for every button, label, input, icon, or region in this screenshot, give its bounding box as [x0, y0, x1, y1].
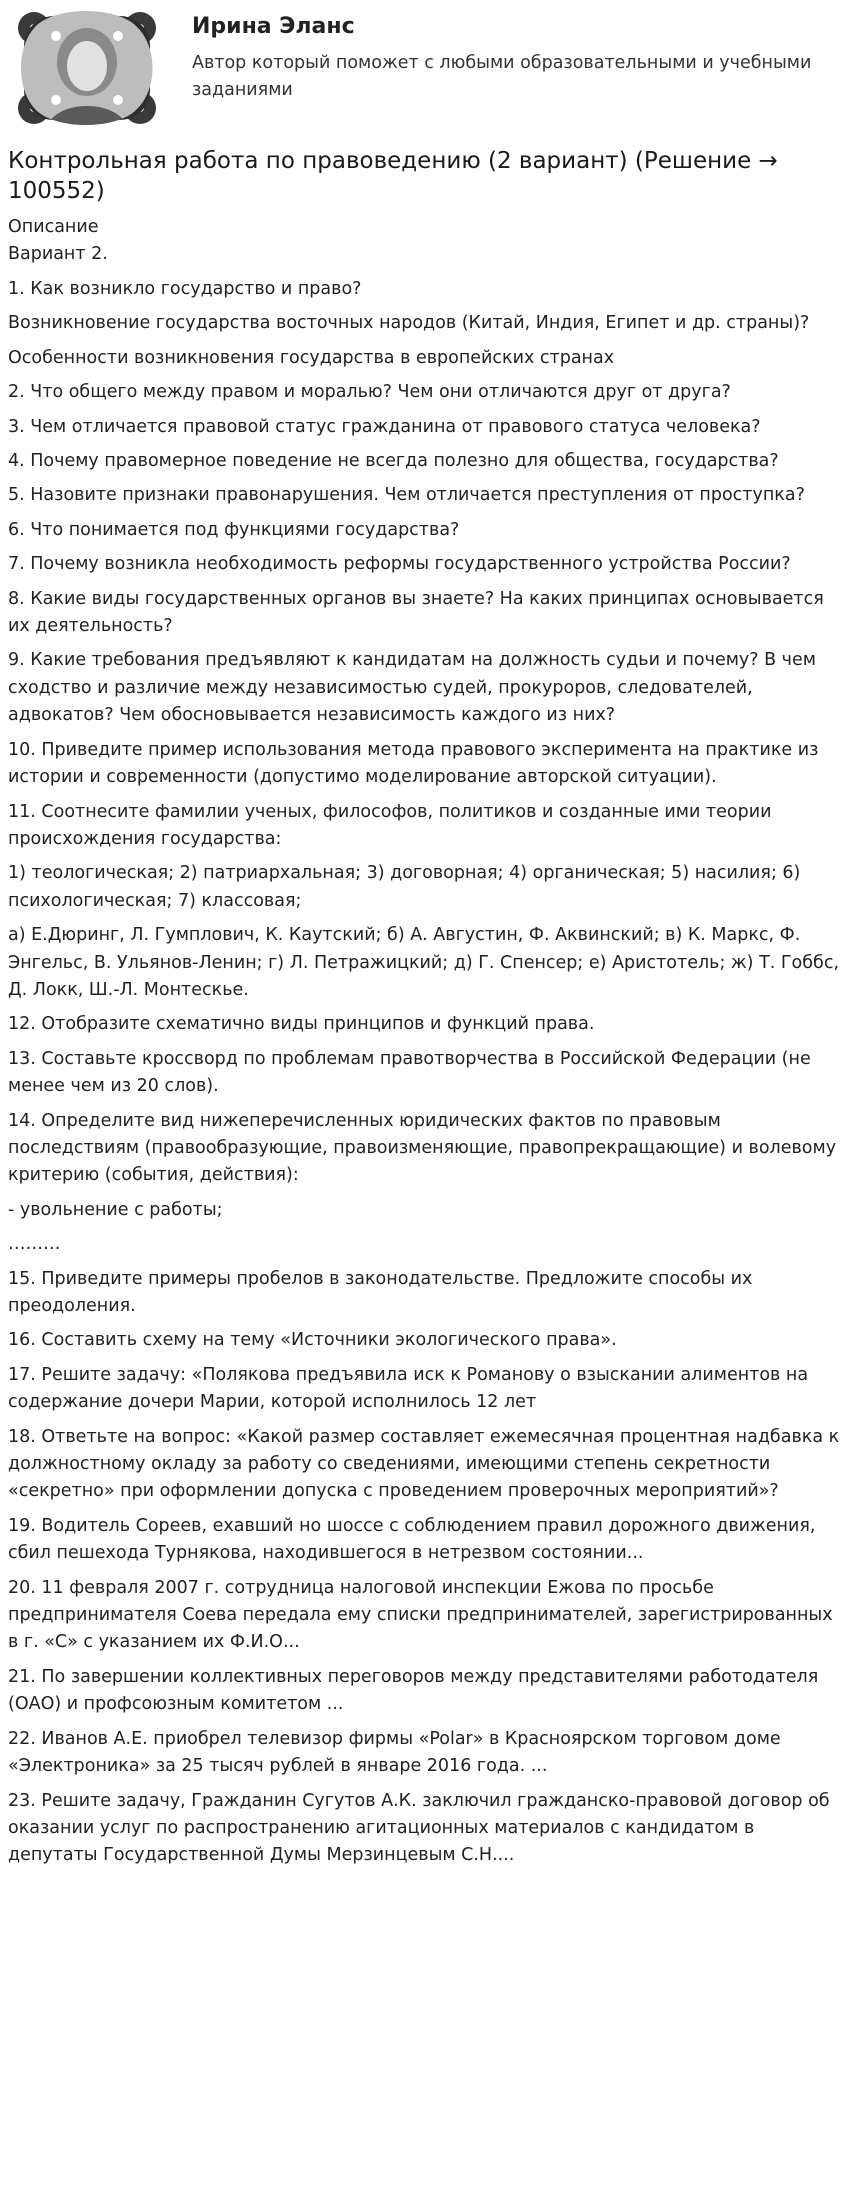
question-item: 5. Назовите признаки правонарушения. Чем отличается преступления от проступка? — [8, 485, 805, 506]
author-block — [8, 0, 840, 134]
question-item: 1. Как возникло государство и право? — [8, 279, 362, 299]
question-item: 6. Что понимается под функциями государства? — [8, 519, 460, 540]
question-item: 17. Решите задачу: «Полякова предъявила иск к Романову о взыскании алиментов на содержание дочери Марии, которой исполнилось 12 лет — [8, 1364, 809, 1413]
question-item: 8. Какие виды государственных органов вы знаете? На каких принципах основывается их деятельность? — [8, 588, 824, 637]
question-item: 13. Составьте кроссворд по проблемам правотворчества в Российской Федерации (не менее чем из 20 слов). — [8, 1048, 811, 1097]
question-item: 22. Иванов А.Е. приобрел телевизор фирмы «Polar» в Красноярском торговом доме «Электроника» за 25 тысяч рублей в январе 2016 года. ... — [8, 1728, 781, 1777]
question-item: 1) теологическая; 2) патриархальная; 3) договорная; 4) органическая; 5) насилия; 6) психологическая; 7) классовая; — [8, 863, 801, 911]
question-item: 3. Чем отличается правовой статус гражданина от правового статуса человека? — [8, 416, 761, 437]
question-item: 10. Приведите пример использования метода правового эксперимента на практике из истории и современности (допустимо моделирование авторской ситуации). — [8, 739, 819, 788]
question-item: Возникновение государства восточных народов (Китай, Индия, Египет и др. страны)? — [8, 313, 810, 334]
question-item: 19. Водитель Сореев, ехавший но шоссе с соблюдением правил дорожного движения, сбил пешехода Турнякова, находившегося в нетрезвом состоянии... — [8, 1515, 816, 1564]
page-title: Контрольная работа по правоведению (2 вариант) (Решение → 100552) — [8, 148, 778, 204]
question-item: 11. Соотнесите фамилии ученых, философов, политиков и созданные ими теории происхождения государства: — [8, 801, 772, 849]
author-name[interactable]: Ирина Эланс — [192, 14, 355, 39]
question-item: 18. Ответьте на вопрос: «Какой размер составляет ежемесячная процентная надбавка к должностному окладу за работу со сведениями, имеющими степень секретности «секретно» при оформлении допуска с проведением проверочных мероприятий»? — [8, 1426, 840, 1502]
variant-label: Вариант 2. — [8, 244, 108, 264]
author-description: Автор который поможет с любыми образовательными и учебными заданиями — [192, 53, 812, 100]
question-item: 16. Составить схему на тему «Источники экологического права». — [8, 1330, 617, 1351]
question-item: 2. Что общего между правом и моралью? Чем они отличаются друг от друга? — [8, 382, 731, 403]
question-item: 9. Какие требования предъявляют к кандидатам на должность судьи и почему? В чем сходство и различие между независимостью судей, прокуроров, следователей, адвокатов? Чем обосновывается независимость каждого из них? — [8, 650, 816, 726]
question-item: 15. Приведите примеры пробелов в законодательстве. Предложите способы их преодоления. — [8, 1268, 753, 1316]
question-item: 12. Отобразите схематично виды принципов и функций права. — [8, 1014, 595, 1035]
question-item: а) Е.Дюринг, Л. Гумплович, К. Каутский; б) А. Августин, Ф. Аквинский; в) К. Маркс, Ф. Энгельс, В. Ульянов-Ленин; г) Л. Петражицкий; д) Г. Спенсер; е) Аристотель; ж) Т. Гоббс, Д. Локк, Ш.-Л. Монтескье. — [8, 925, 840, 1000]
question-item: - увольнение с работы; — [8, 1199, 223, 1220]
author-avatar[interactable] — [16, 6, 158, 130]
question-item: 4. Почему правомерное поведение не всегда полезно для общества, государства? — [8, 451, 779, 472]
question-item: 14. Определите вид нижеперечисленных юридических фактов по правовым последствиям (правообразующие, правоизменяющие, правопрекращающие) и волевому критерию (события, действия): — [8, 1110, 837, 1186]
question-item: 20. 11 февраля 2007 г. сотрудница налоговой инспекции Ежова по просьбе предпринимателя Соева передала ему списки предпринимателей, зарегистрированных в г. «С» с указанием их Ф.И.О... — [8, 1577, 833, 1653]
question-item: 23. Решите задачу, Гражданин Сугутов А.К. заключил гражданско-правовой договор об оказании услуг по распространению агитационных материалов с кандидатом в депутаты Государственной Думы Мерзинцевым С.Н.... — [8, 1790, 830, 1866]
question-list — [8, 276, 840, 1870]
question-item: 21. По завершении коллективных переговоров между представителями работодателя (ОАО) и профсоюзным комитетом ... — [8, 1666, 819, 1715]
question-item: 7. Почему возникла необходимость реформы государственного устройства России? — [8, 554, 791, 575]
question-item: ……… — [8, 1234, 61, 1255]
description-label: Описание — [8, 217, 99, 237]
question-item: Особенности возникновения государства в европейских странах — [8, 347, 615, 368]
